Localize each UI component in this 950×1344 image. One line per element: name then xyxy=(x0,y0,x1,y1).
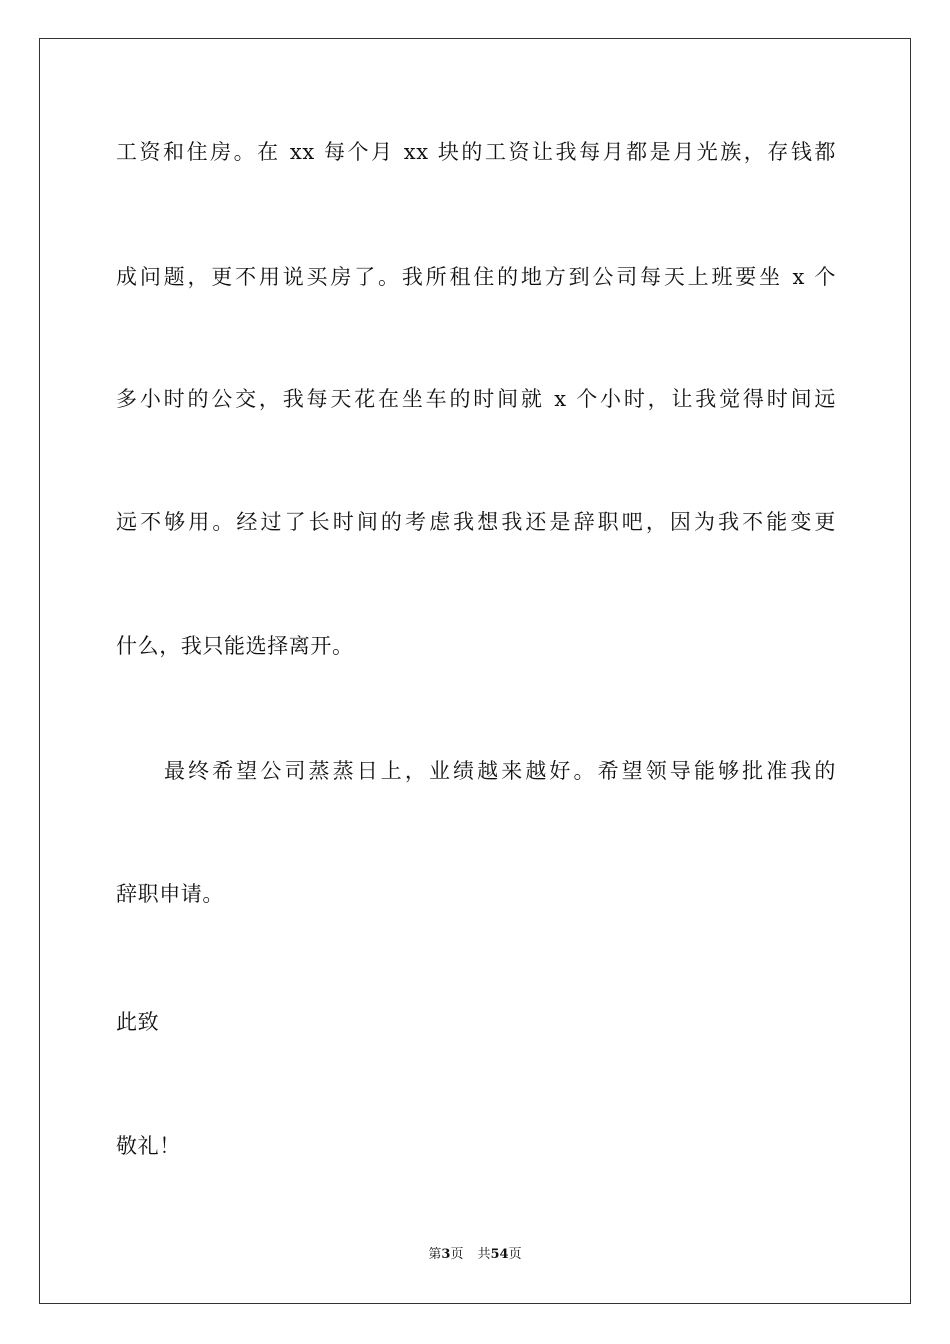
page-current: 3 xyxy=(441,1247,451,1262)
body-line-3: 多小时的公交，我每天花在坐车的时间就 x 个小时，让我觉得时间远 xyxy=(116,387,836,411)
closing-paragraph-line-1: 最终希望公司蒸蒸日上，业绩越来越好。希望领导能够批准我的 xyxy=(164,759,836,783)
body-line-5: 什么，我只能选择离开。 xyxy=(116,634,354,658)
regards: 敬礼！ xyxy=(116,1134,181,1158)
salutation: 此致 xyxy=(116,1010,160,1034)
page-suffix: 页 xyxy=(450,1247,464,1262)
page-total: 54 xyxy=(490,1247,509,1262)
page-footer xyxy=(0,1246,950,1264)
page-border xyxy=(39,38,911,1304)
closing-paragraph-line-2: 辞职申请。 xyxy=(116,882,224,906)
total-suffix: 页 xyxy=(508,1247,522,1262)
page-prefix: 第 xyxy=(428,1247,442,1262)
body-line-2: 成问题，更不用说买房了。我所租住的地方到公司每天上班要坐 x 个 xyxy=(116,265,836,289)
body-line-1: 工资和住房。在 xx 每个月 xx 块的工资让我每月都是月光族，存钱都 xyxy=(116,140,836,164)
body-line-4: 远不够用。经过了长时间的考虑我想我还是辞职吧，因为我不能变更 xyxy=(116,510,836,534)
total-prefix: 共 xyxy=(477,1247,491,1262)
